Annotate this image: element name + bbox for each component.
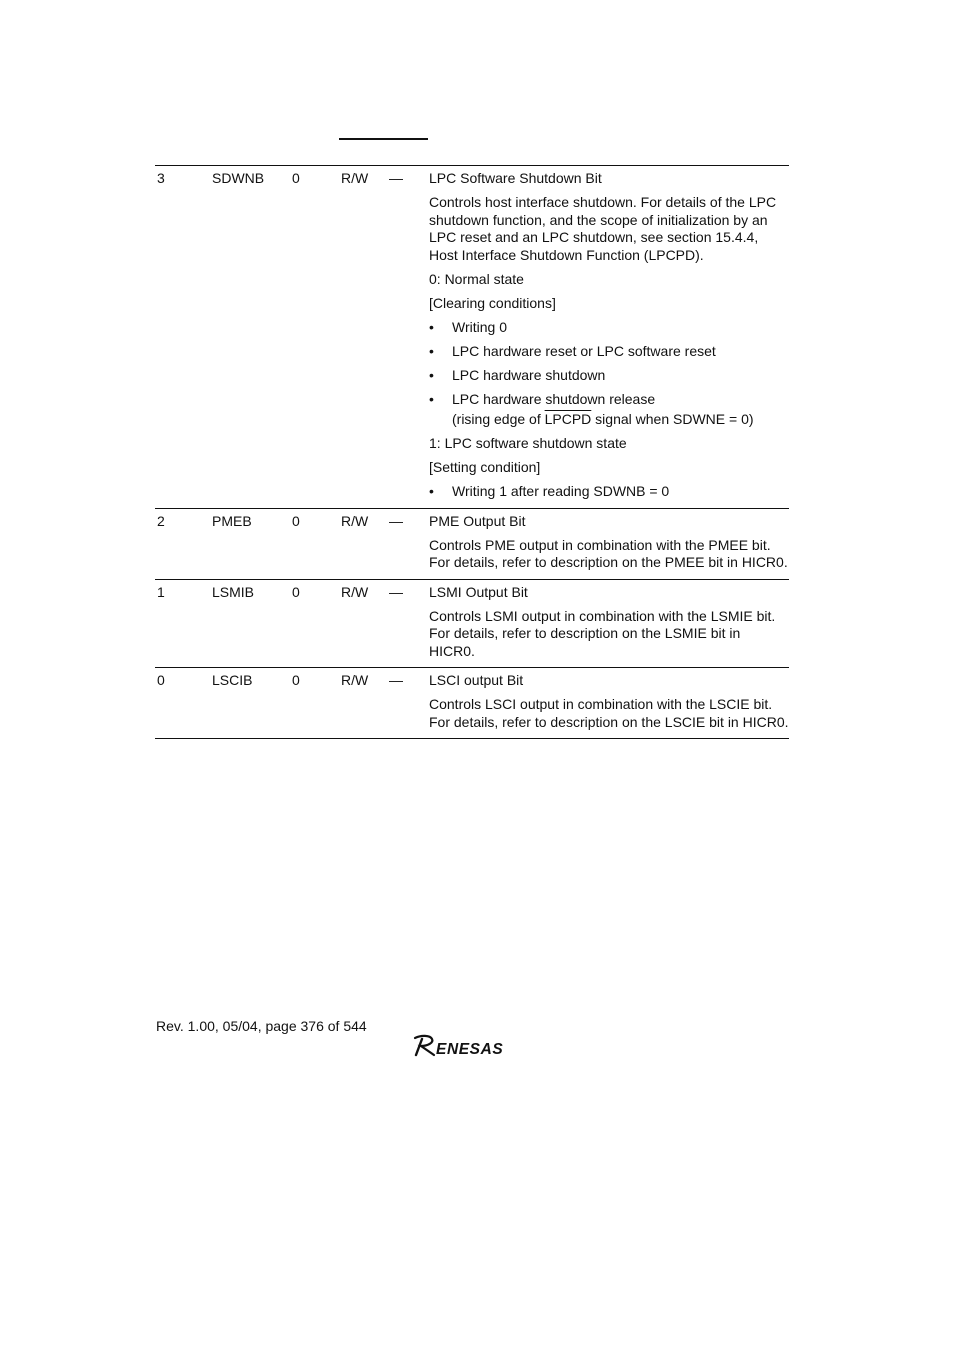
read-write: R/W (341, 170, 369, 186)
table-row (155, 668, 789, 739)
setting-heading: [Setting condition] (429, 459, 541, 475)
description-body: Controls LSCI output in combination with the LSCIE bit. For details, refer to description on the LSCIE bit in HICR0. (429, 696, 789, 730)
initial-value: 0 (292, 583, 300, 600)
bullet-item: • Writing 0 (429, 319, 789, 337)
normal-state: 0: Normal state (429, 270, 524, 287)
table-row (155, 580, 789, 669)
renesas-logo (412, 1034, 536, 1063)
bit-name: PMEB (212, 512, 252, 529)
lpcpd-signal: LPCPD (544, 411, 592, 427)
read-write: R/W (341, 583, 369, 600)
clearing-heading: [Clearing conditions] (429, 294, 556, 311)
dash-column: — (389, 672, 403, 688)
bit-name: LSMIB (212, 583, 255, 600)
description-title: LSMI Output Bit (429, 583, 528, 600)
dash-column: — (389, 512, 403, 529)
rising-suffix: signal when SDWNE = 0) (591, 411, 754, 427)
bit-name: LSCIB (212, 672, 253, 688)
bit-number: 0 (157, 672, 165, 688)
page-footer: Rev. 1.00, 05/04, page 376 of 544 (156, 1018, 367, 1034)
description (429, 668, 789, 738)
description (429, 580, 789, 668)
bullet-item: • LPC hardware reset or LPC software reset (429, 343, 789, 361)
bullet-item: • LPC hardware shutdown release (429, 391, 789, 409)
dash-column: — (389, 583, 403, 600)
svg-text:ENESAS: ENESAS (436, 1041, 504, 1058)
bit-name: SDWNB (212, 170, 265, 186)
initial-value: 0 (292, 170, 300, 186)
bit-number: 1 (157, 583, 165, 600)
register-bit-table (155, 165, 789, 739)
description-body: Controls LSMI output in combination with the LSMIE bit. For details, refer to description on the LSMIE bit in HICR0. (429, 607, 776, 659)
read-write: R/W (341, 512, 369, 529)
renesas-logo-icon (412, 1034, 536, 1058)
table-row (155, 166, 789, 509)
rising-edge-note (429, 411, 789, 429)
table-row (155, 509, 789, 580)
read-write: R/W (341, 672, 369, 688)
description-body: Controls host interface shutdown. For details of the LPC shutdown function, and the scope of initialization by an LPC reset and an LPC shutdown, see section 15.4.4, Host Interface Shutdown Function (LPCPD). (429, 194, 777, 263)
description (429, 509, 789, 579)
bit-number: 2 (157, 512, 165, 529)
shutdown-state: 1: LPC software shutdown state (429, 435, 627, 451)
bullet-item: • Writing 1 after reading SDWNB = 0 (429, 483, 789, 501)
description-title: LSCI output Bit (429, 672, 524, 688)
description (429, 166, 789, 508)
bit-number: 3 (157, 170, 165, 186)
bullet-item: • LPC hardware shutdown (429, 367, 789, 385)
description-title: LPC Software Shutdown Bit (429, 170, 602, 186)
initial-value: 0 (292, 512, 300, 529)
description-body: Controls PME output in combination with the PMEE bit. For details, refer to description on the PMEE bit in HICR0. (429, 536, 788, 570)
initial-value: 0 (292, 672, 300, 688)
description-title: PME Output Bit (429, 512, 526, 529)
rising-prefix: (rising edge of (452, 411, 545, 427)
dash-column: — (389, 170, 403, 186)
header-rule (339, 138, 428, 140)
